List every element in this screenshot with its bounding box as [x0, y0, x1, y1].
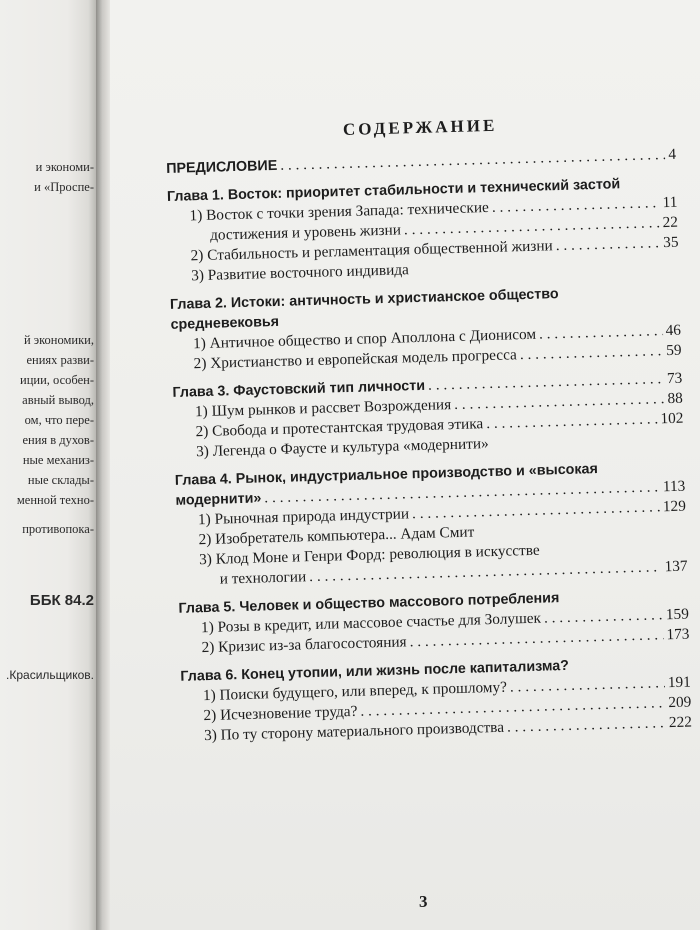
- toc-page-number: 222: [668, 713, 693, 732]
- table-of-contents: [165, 111, 692, 747]
- left-page-line: ом, что пере-: [24, 413, 94, 427]
- toc-page-number: 173: [666, 625, 690, 644]
- toc-page-number: 102: [660, 409, 684, 428]
- left-page-line: ные склады-: [27, 473, 94, 487]
- toc-entry-title: 1) Поиски будущего, или вперед, к прошлому?: [202, 678, 508, 705]
- left-page-line: й экономики,: [23, 333, 94, 347]
- toc-page-number: 113: [662, 477, 686, 496]
- toc-entry-title: 3) По ту сторону материального производства: [203, 718, 505, 745]
- book-gutter: [96, 0, 110, 930]
- toc-page-number: 4: [668, 145, 677, 163]
- left-page: [0, 0, 96, 930]
- toc-entry-title: 3) Легенда о Фаусте и культура «модернити»: [195, 435, 489, 461]
- toc-entry-title: 2) Свобода и протестантская трудовая этика: [195, 415, 484, 441]
- toc-page-number: 11: [662, 193, 678, 212]
- toc-entry-title: Глава 4. Рынок, индустриальное производство и «высокая: [174, 461, 599, 489]
- toc-entry-title: ПРЕДИСЛОВИЕ: [166, 157, 278, 177]
- toc-page-number: 35: [662, 233, 679, 252]
- toc-entry-title: 1) Розы в кредит, или массовое счастье для Золушек: [200, 609, 542, 637]
- toc-entry-title: Глава 6. Конец утопии, или жизнь после капитализма?: [180, 657, 570, 685]
- toc-page-number: 46: [665, 321, 682, 340]
- toc-entry-title: 2) Изобретатель компьютера... Адам Смит: [198, 523, 475, 549]
- left-page-line: иции, особен-: [20, 373, 94, 387]
- left-page-line: противопока-: [22, 522, 94, 536]
- toc-entry-title: 1) Рыночная природа индустрии: [197, 505, 410, 529]
- toc-entry-title: 2) Исчезновение труда?: [203, 702, 358, 725]
- toc-entry-title: и технологии: [219, 568, 307, 588]
- toc-page-number: 59: [665, 341, 682, 360]
- toc-entry-title: достижения и уровень жизни: [209, 221, 402, 244]
- toc-entry-title: 2) Стабильность и регламентация общественной жизни: [190, 237, 553, 265]
- toc-page-number: 191: [667, 673, 691, 692]
- toc-page-number: 209: [668, 693, 692, 712]
- toc-entry-title: 3) Клод Моне и Генри Форд: революция в искусстве: [198, 541, 540, 569]
- toc-entry-title: 1) Восток с точки зрения Запада: технические: [189, 198, 490, 225]
- toc-entry-title: Глава 5. Человек и общество массового потребления: [178, 590, 560, 617]
- left-page-line: ениях разви-: [26, 353, 94, 367]
- toc-page-number: 137: [664, 557, 688, 576]
- toc-entry-title: 2) Кризис из-за благосостояния: [201, 633, 407, 657]
- toc-leader-dots: [555, 233, 660, 256]
- toc-entry-title: 1) Шум рынков и рассвет Возрождения: [194, 396, 452, 421]
- toc-entry-title: 1) Античное общество и спор Аполлона с Дионисом: [192, 325, 537, 353]
- toc-entry-title: модернити»: [175, 490, 262, 509]
- toc-entry-title: Глава 3. Фаустовский тип личности: [172, 377, 426, 401]
- left-page-line: и экономи-: [35, 160, 94, 174]
- toc-entry-title: Глава 1. Восток: приоритет стабильности и технический застой: [166, 176, 621, 205]
- toc-page-number: 22: [662, 213, 679, 232]
- left-page-line: и «Проспе-: [34, 180, 94, 194]
- toc-entry-title: Глава 2. Истоки: античность и христианское общество: [169, 286, 559, 313]
- left-page-line: ные механиз-: [22, 453, 94, 467]
- toc-page-number: 129: [662, 497, 687, 516]
- toc-page-number: 159: [665, 605, 690, 624]
- toc-page-number: 88: [667, 389, 684, 408]
- page-number: 3: [419, 892, 428, 911]
- left-page-line: менной техно-: [16, 493, 94, 507]
- toc-entry-title: средневековья: [170, 313, 280, 333]
- bbk-code: ББК 84.2: [29, 592, 94, 609]
- toc-entry-title: 2) Христианство и европейская модель прогресса: [193, 346, 518, 373]
- left-page-line: авный вывод,: [22, 393, 94, 407]
- toc-list: [166, 145, 692, 747]
- left-page-line: .Красильщиков.: [6, 668, 94, 682]
- toc-title: СОДЕРЖАНИЕ: [342, 115, 498, 140]
- left-page-line: ения в духов-: [22, 433, 94, 447]
- toc-entry-title: 3) Развитие восточного индивида: [190, 261, 410, 285]
- toc-leader-dots: [520, 341, 664, 365]
- toc-page-number: 73: [666, 369, 683, 388]
